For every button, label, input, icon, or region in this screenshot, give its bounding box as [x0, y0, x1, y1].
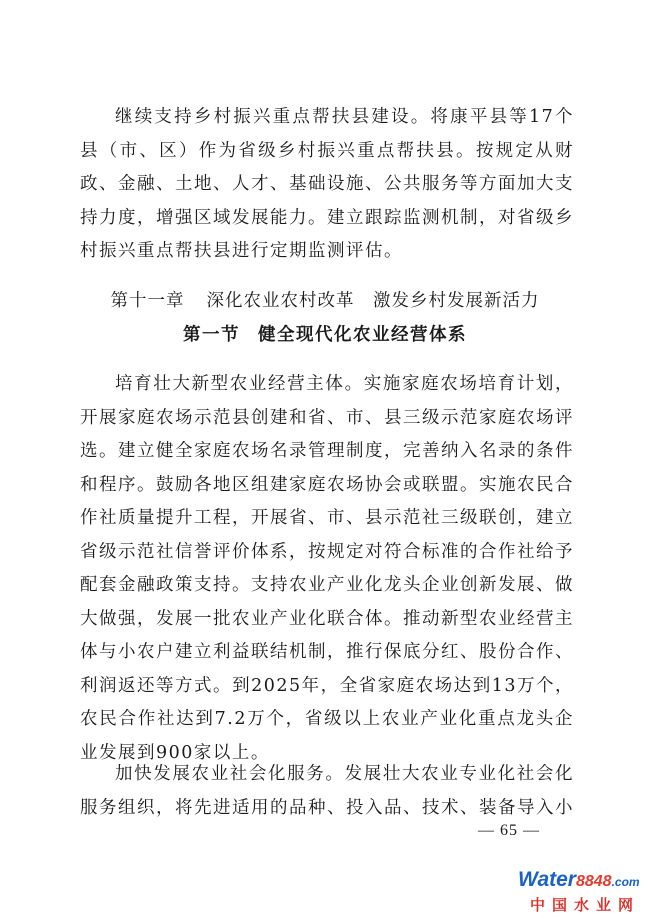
chapter-heading [0, 287, 650, 312]
watermark-brand-suffix: .com [611, 875, 640, 889]
section-title: 健全现代化农业经营体系 [258, 325, 467, 345]
watermark-brand-word: Water [518, 868, 576, 891]
watermark-brand-number: 8848 [575, 873, 612, 890]
watermark-chinese-name: 中国水业网 [530, 896, 641, 914]
watermark-logo [518, 867, 640, 895]
section-heading [0, 321, 650, 346]
section-label: 第一节 [183, 325, 240, 345]
paragraph-1: 继续支持乡村振兴重点帮扶县建设。将康平县等17个县（市、区）作为省级乡村振兴重点帮扶县。按规定从财政、金融、土地、人才、基础设施、公共服务等方面加大支持力度，增强区域发展能力。建立跟踪监测机制，对省级乡村振兴重点帮扶县进行定期监测评估。 [80, 107, 574, 261]
paragraph-3: 加快发展农业社会化服务。发展壮大农业专业化社会化服务组织，将先进适用的品种、投入品、技术、装备导入小 [80, 764, 574, 818]
paragraph-2: 培育壮大新型农业经营主体。实施家庭农场培育计划，开展家庭农场示范县创建和省、市、县三级示范家庭农场评选。建立健全家庭农场名录管理制度，完善纳入名录的条件和程序。鼓励各地区组建家庭农场协会或联盟。实施农民合作社质量提升工程，开展省、市、县示范社三级联创，建立省级示范社信誉评价体系，按规定对符合标准的合作社给予配套金融政策支持。支持农业产业化龙头企业创新发展、做大做强，发展一批农业产业化联合体。推动新型农业经营主体与小农户建立利益联结机制，推行保底分红、股份合作、利润返还等方式。到2025年，全省家庭农场达到13万个，农民合作社达到7.2万个，省级以上农业产业化重点龙头企业发展到900家以上。 [80, 374, 574, 763]
chapter-title: 深化农业农村改革 激发乡村发展新活力 [206, 291, 540, 311]
watermark [510, 867, 650, 919]
page-number: — 65 — [478, 822, 540, 839]
chapter-label: 第十一章 [110, 291, 185, 311]
